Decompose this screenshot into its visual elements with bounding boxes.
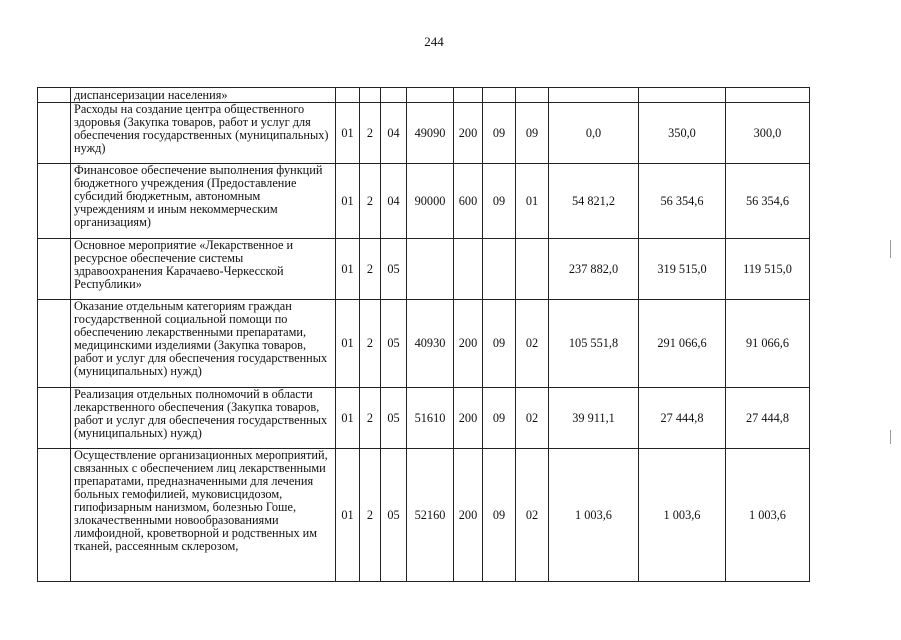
code-cell-c7: 02	[516, 300, 549, 388]
amount-cell-v3: 119 515,0	[726, 239, 810, 300]
amount-cell-v2: 56 354,6	[639, 164, 726, 239]
code-cell-c3: 05	[381, 449, 407, 582]
description-cell: Осуществление организационных мероприятий, связанных с обеспечением лиц лекарственными препаратами, предназначенными для лечения больных гемофилией, муковисцидозом, гипофизарным нанизмом, болезнью Гоше, злокачественными новообразованиями лимфоидной, кроветворной и родственных им тканей, рассеянным склерозом,	[71, 449, 336, 582]
code-cell-c6: 09	[483, 449, 516, 582]
code-cell-c4: 49090	[407, 103, 454, 164]
amount-cell-v3: 56 354,6	[726, 164, 810, 239]
code-cell-c2: 2	[360, 103, 381, 164]
row-number-cell	[38, 300, 71, 388]
budget-table	[37, 87, 810, 582]
code-cell-c5: 200	[454, 388, 483, 449]
code-cell-c6: 09	[483, 388, 516, 449]
amount-cell-v1: 1 003,6	[549, 449, 639, 582]
code-cell-c6	[483, 88, 516, 103]
row-number-cell	[38, 103, 71, 164]
amount-cell-v2: 27 444,8	[639, 388, 726, 449]
code-cell-c2: 2	[360, 239, 381, 300]
row-number-cell	[38, 88, 71, 103]
row-number-cell	[38, 449, 71, 582]
code-cell-c5: 200	[454, 449, 483, 582]
amount-cell-v1: 39 911,1	[549, 388, 639, 449]
code-cell-c5: 200	[454, 300, 483, 388]
code-cell-c4	[407, 88, 454, 103]
code-cell-c1: 01	[336, 300, 360, 388]
code-cell-c7	[516, 239, 549, 300]
code-cell-c3: 05	[381, 388, 407, 449]
scan-mark	[890, 430, 891, 444]
table-row	[38, 88, 810, 103]
code-cell-c6: 09	[483, 164, 516, 239]
code-cell-c2: 2	[360, 300, 381, 388]
code-cell-c2	[360, 88, 381, 103]
code-cell-c1: 01	[336, 388, 360, 449]
code-cell-c7	[516, 88, 549, 103]
row-number-cell	[38, 388, 71, 449]
amount-cell-v2: 291 066,6	[639, 300, 726, 388]
amount-cell-v3: 1 003,6	[726, 449, 810, 582]
row-number-cell	[38, 164, 71, 239]
code-cell-c2: 2	[360, 449, 381, 582]
table-row	[38, 239, 810, 300]
amount-cell-v2: 350,0	[639, 103, 726, 164]
amount-cell-v2	[639, 88, 726, 103]
code-cell-c4	[407, 239, 454, 300]
amount-cell-v1: 54 821,2	[549, 164, 639, 239]
amount-cell-v1	[549, 88, 639, 103]
amount-cell-v3: 300,0	[726, 103, 810, 164]
amount-cell-v3	[726, 88, 810, 103]
code-cell-c5: 200	[454, 103, 483, 164]
code-cell-c2: 2	[360, 388, 381, 449]
description-cell: Основное мероприятие «Лекарственное и ресурсное обеспечение системы здравоохранения Карачаево-Черкесской Республики»	[71, 239, 336, 300]
code-cell-c5	[454, 239, 483, 300]
code-cell-c3: 05	[381, 239, 407, 300]
code-cell-c6: 09	[483, 103, 516, 164]
amount-cell-v1: 237 882,0	[549, 239, 639, 300]
amount-cell-v3: 91 066,6	[726, 300, 810, 388]
code-cell-c1: 01	[336, 449, 360, 582]
amount-cell-v2: 319 515,0	[639, 239, 726, 300]
code-cell-c4: 51610	[407, 388, 454, 449]
code-cell-c3: 04	[381, 103, 407, 164]
table-row	[38, 103, 810, 164]
description-cell: диспансеризации населения»	[71, 88, 336, 103]
description-cell: Финансовое обеспечение выполнения функций бюджетного учреждения (Предоставление субсидий бюджетным, автономным учреждениям и иным некоммерческим организациям)	[71, 164, 336, 239]
code-cell-c2: 2	[360, 164, 381, 239]
amount-cell-v2: 1 003,6	[639, 449, 726, 582]
code-cell-c1: 01	[336, 164, 360, 239]
code-cell-c4: 90000	[407, 164, 454, 239]
code-cell-c5: 600	[454, 164, 483, 239]
code-cell-c1	[336, 88, 360, 103]
code-cell-c6: 09	[483, 300, 516, 388]
code-cell-c3	[381, 88, 407, 103]
amount-cell-v1: 105 551,8	[549, 300, 639, 388]
code-cell-c5	[454, 88, 483, 103]
code-cell-c7: 09	[516, 103, 549, 164]
table-row	[38, 164, 810, 239]
table-row	[38, 300, 810, 388]
code-cell-c3: 05	[381, 300, 407, 388]
row-number-cell	[38, 239, 71, 300]
code-cell-c7: 02	[516, 388, 549, 449]
code-cell-c1: 01	[336, 239, 360, 300]
description-cell: Реализация отдельных полномочий в области лекарственного обеспечения (Закупка товаров, работ и услуг для обеспечения государственных (муниципальных) нужд)	[71, 388, 336, 449]
amount-cell-v3: 27 444,8	[726, 388, 810, 449]
page-number: 244	[424, 34, 444, 49]
table-row	[38, 388, 810, 449]
code-cell-c7: 01	[516, 164, 549, 239]
scan-mark	[890, 240, 891, 258]
code-cell-c3: 04	[381, 164, 407, 239]
code-cell-c4: 40930	[407, 300, 454, 388]
code-cell-c6	[483, 239, 516, 300]
code-cell-c4: 52160	[407, 449, 454, 582]
table-row	[38, 449, 810, 582]
description-cell: Расходы на создание центра общественного здоровья (Закупка товаров, работ и услуг для обеспечения государственных (муниципальных) нужд)	[71, 103, 336, 164]
code-cell-c1: 01	[336, 103, 360, 164]
description-cell: Оказание отдельным категориям граждан государственной социальной помощи по обеспечению лекарственными препаратами, медицинскими изделиями (Закупка товаров, работ и услуг для обеспечения государственных (муниципальных) нужд)	[71, 300, 336, 388]
code-cell-c7: 02	[516, 449, 549, 582]
amount-cell-v1: 0,0	[549, 103, 639, 164]
